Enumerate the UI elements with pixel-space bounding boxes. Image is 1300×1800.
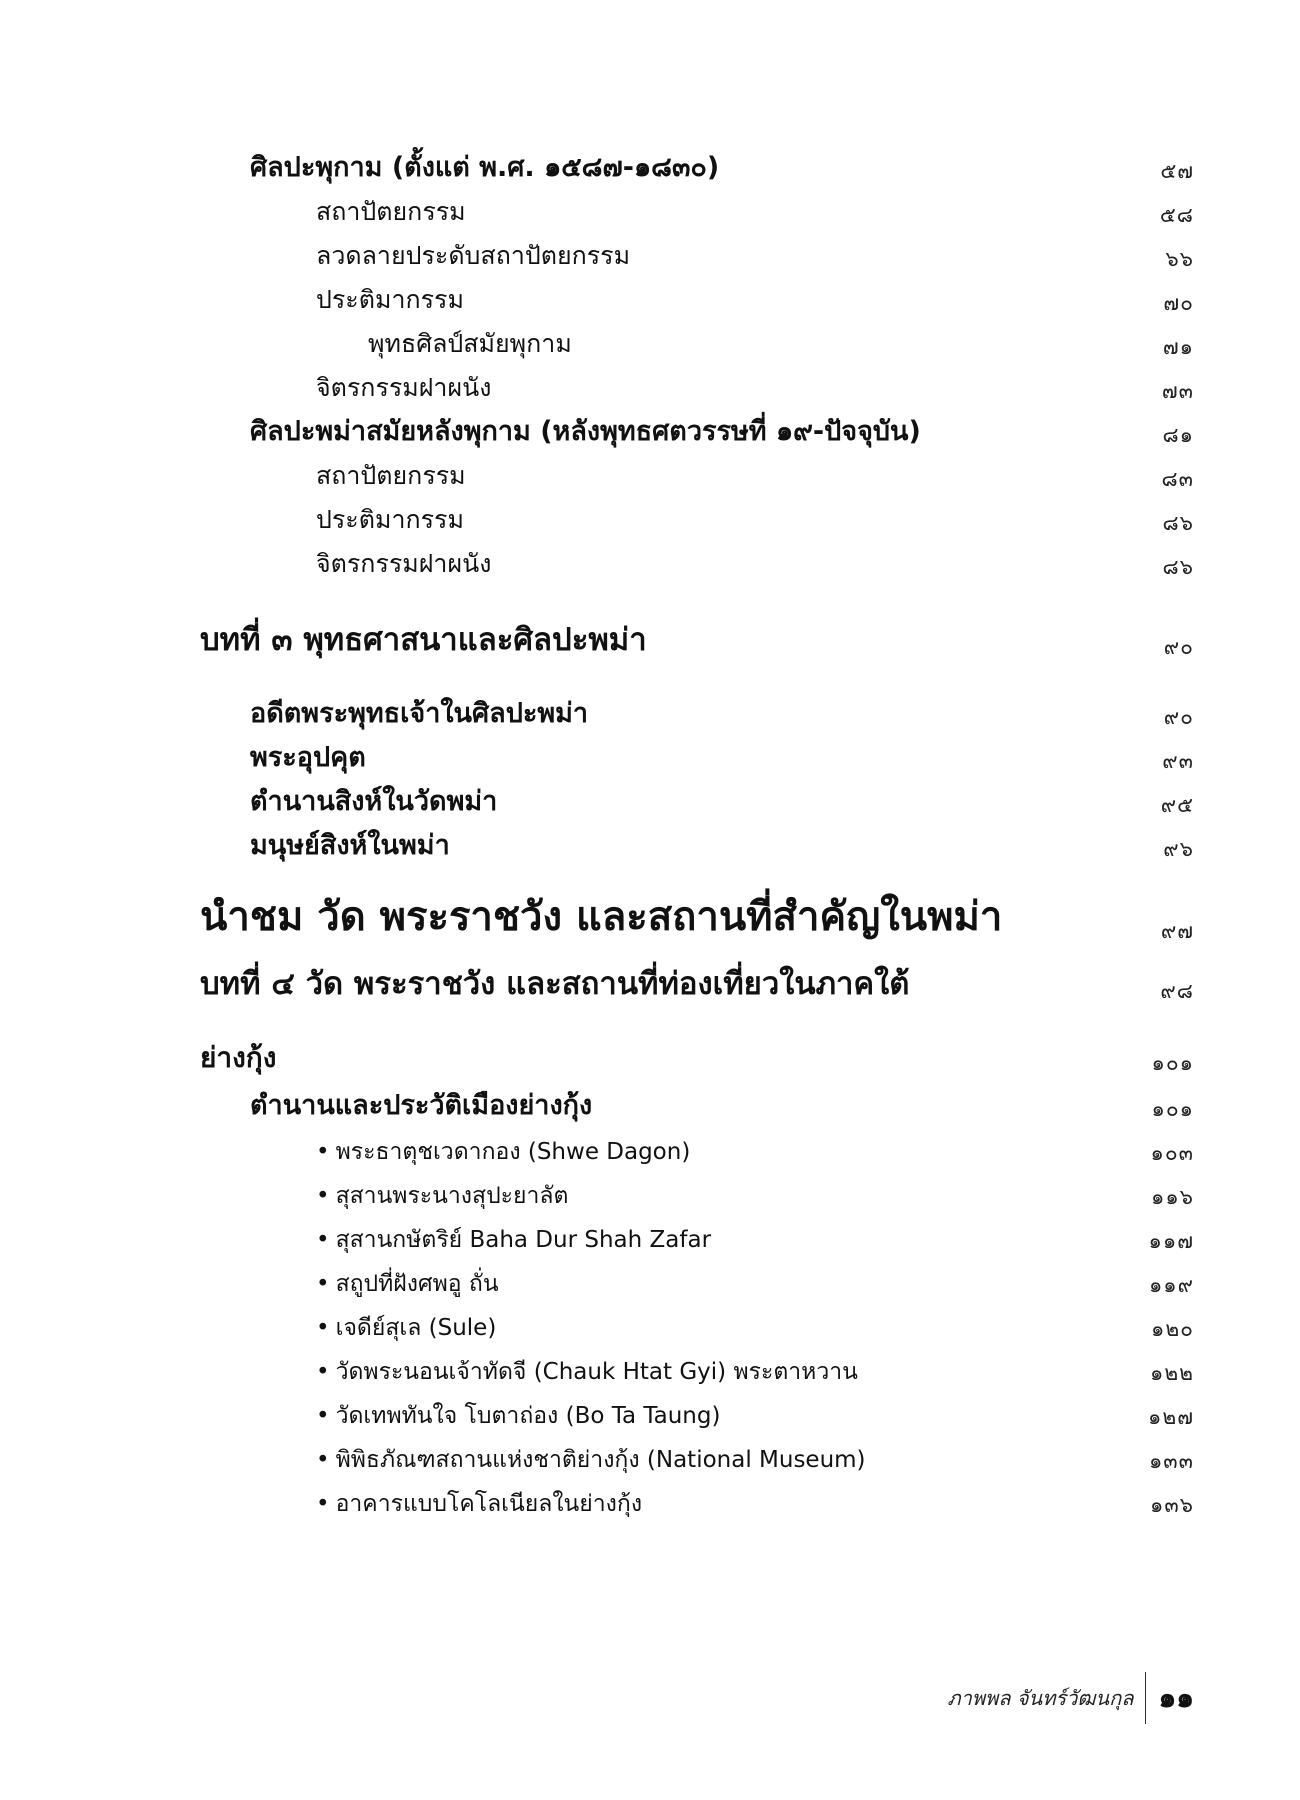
toc-entry <box>0 236 1300 284</box>
footer-page-number: ๑๑ <box>1158 1681 1194 1714</box>
toc-entry-title: • สถูปที่ฝังศพอู ถั่น <box>316 1266 499 1302</box>
toc-bullet-entry <box>0 1350 1300 1398</box>
toc-entry-title: ตำนานและประวัติเมืองย่างกุ้ง <box>250 1090 593 1121</box>
toc-entry-title: ตำนานสิงห์ในวัดพม่า <box>250 786 498 817</box>
toc-entry-title: อดีตพระพุทธเจ้าในศิลปะพม่า <box>250 698 589 729</box>
toc-entry-page: ๑๓๖ <box>1149 1493 1194 1517</box>
toc-entry <box>0 826 1300 874</box>
toc-entry-page: ๘๖ <box>1162 555 1194 579</box>
toc-entry-page: ๑๑๙ <box>1148 1273 1194 1297</box>
toc-entry-page: ๙๘ <box>1160 979 1194 1003</box>
toc-entry-title: พุทธศิลป์สมัยพุกาม <box>368 329 572 358</box>
toc-entry-title: • อาคารแบบโคโลเนียลในย่างกุ้ง <box>316 1486 642 1522</box>
toc-entry-page: ๕๗ <box>1160 159 1194 183</box>
toc-entry-title: จิตรกรรมฝาผนัง <box>316 373 492 402</box>
toc-bullet-entry <box>0 1482 1300 1530</box>
toc-bullet-entry <box>0 1394 1300 1442</box>
toc-entry-page: ๑๒๗ <box>1148 1405 1194 1429</box>
toc-entry-title: ประติมากรรม <box>316 285 464 314</box>
toc-chapter-heading <box>0 624 1300 672</box>
toc-entry <box>0 412 1300 460</box>
toc-part-heading <box>0 894 1300 956</box>
toc-bullet-entry <box>0 1306 1300 1354</box>
toc-bullet-entry <box>0 1438 1300 1486</box>
toc-entry <box>0 148 1300 196</box>
toc-entry-title: ศิลปะพุกาม (ตั้งแต่ พ.ศ. ๑๕๘๗-๑๘๓๐) <box>250 152 720 183</box>
toc-entry-title: • พระธาตุชเวดากอง (Shwe Dagon) <box>316 1134 690 1170</box>
toc-entry <box>0 694 1300 742</box>
toc-entry <box>0 324 1300 372</box>
toc-chapter-heading <box>0 968 1300 1016</box>
toc-entry-title: • วัดเทพทันใจ โบตาถ่อง (Bo Ta Taung) <box>316 1398 720 1434</box>
toc-entry-title: • พิพิธภัณฑสถานแห่งชาติย่างกุ้ง (National Museum) <box>316 1442 866 1478</box>
toc-entry-page: ๑๐๑ <box>1151 1051 1194 1075</box>
toc-entry <box>0 500 1300 548</box>
toc-entry-page: ๙๓ <box>1162 749 1194 773</box>
toc-entry-page: ๗๑ <box>1162 335 1194 359</box>
footer-author: ภาพพล จันทร์วัฒนกุล <box>947 1686 1134 1710</box>
toc-entry-title: สถาปัตยกรรม <box>316 197 466 226</box>
page-footer <box>947 1672 1194 1724</box>
toc-entry-page: ๑๑๖ <box>1151 1185 1194 1209</box>
toc-entry-page: ๑๐๓ <box>1150 1141 1194 1165</box>
toc-entry-page: ๘๑ <box>1162 423 1194 447</box>
toc-entry-page: ๑๐๑ <box>1151 1097 1194 1121</box>
toc-entry-title: สถาปัตยกรรม <box>316 461 466 490</box>
toc-entry-page: ๗๓ <box>1161 379 1194 403</box>
toc-bullet-entry <box>0 1218 1300 1266</box>
toc-entry-page: ๑๒๐ <box>1151 1317 1194 1341</box>
toc-entry-title: นำชม วัด พระราชวัง และสถานที่สำคัญในพม่า <box>200 894 1003 940</box>
toc-entry <box>0 544 1300 592</box>
toc-bullet-entry <box>0 1130 1300 1178</box>
toc-entry-title: จิตรกรรมฝาผนัง <box>316 549 492 578</box>
toc-entry <box>0 782 1300 830</box>
toc-entry-page: ๙๐ <box>1163 635 1194 659</box>
toc-entry <box>0 456 1300 504</box>
toc-entry-page: ๑๓๓ <box>1148 1449 1194 1473</box>
toc-entry-title: • เจดีย์สุเล (Sule) <box>316 1310 496 1346</box>
toc-bullet-entry <box>0 1262 1300 1310</box>
toc-entry-title: ลวดลายประดับสถาปัตยกรรม <box>316 241 631 270</box>
toc-entry-title: ศิลปะพม่าสมัยหลังพุกาม (หลังพุทธศตวรรษที่ ๑๙-ปัจจุบัน) <box>250 416 921 447</box>
toc-entry-page: ๙๕ <box>1160 793 1194 817</box>
toc-entry-page: ๑๒๒ <box>1149 1361 1194 1385</box>
toc-entry-title: • สุสานพระนางสุปะยาลัต <box>316 1178 568 1214</box>
toc-entry <box>0 192 1300 240</box>
toc-entry-title: มนุษย์สิงห์ในพม่า <box>250 830 450 861</box>
toc-entry-title: พระอุปคุต <box>250 742 366 773</box>
toc-entry-title: ประติมากรรม <box>316 505 464 534</box>
toc-entry <box>0 1086 1300 1134</box>
toc-city-heading <box>0 1040 1300 1088</box>
toc-entry-page: ๘๖ <box>1162 511 1194 535</box>
toc-entry-page: ๘๓ <box>1161 467 1194 491</box>
toc-entry-page: ๙๗ <box>1160 919 1194 943</box>
toc-entry-page: ๗๐ <box>1163 291 1194 315</box>
toc-entry <box>0 280 1300 328</box>
toc-entry-title: ย่างกุ้ง <box>200 1041 277 1074</box>
toc-entry-page: ๙๐ <box>1163 705 1194 729</box>
toc-entry-page: ๙๖ <box>1163 837 1194 861</box>
toc-entry-title: • วัดพระนอนเจ้าทัดจี (Chauk Htat Gyi) พระตาหวาน <box>316 1354 858 1390</box>
toc-entry-title: บทที่ ๓ พุทธศาสนาและศิลปะพม่า <box>200 622 647 658</box>
toc-bullet-entry <box>0 1174 1300 1222</box>
toc-entry-page: ๕๘ <box>1159 203 1194 227</box>
toc-entry-title: บทที่ ๔ วัด พระราชวัง และสถานที่ท่องเที่ยวในภาคใต้ <box>200 966 910 1002</box>
toc-entry-page: ๖๖ <box>1165 247 1194 271</box>
toc-entry-title: • สุสานกษัตริย์ Baha Dur Shah Zafar <box>316 1222 711 1258</box>
toc-entry <box>0 738 1300 786</box>
toc-entry-page: ๑๑๗ <box>1148 1229 1194 1253</box>
